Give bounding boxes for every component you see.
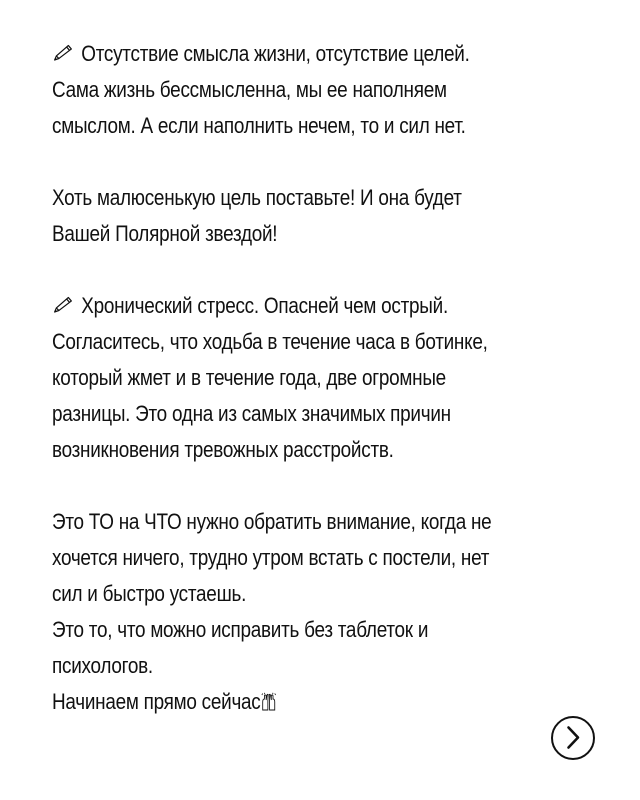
paragraph-1-line-1: Отсутствие смысла жизни, отсутствие целей. xyxy=(52,36,534,72)
paragraph-1-line-3: смыслом. А если наполнить нечем, то и сил нет. xyxy=(52,113,466,138)
paragraph-4-line-1: Это ТО на ЧТО нужно обратить внимание, когда не xyxy=(52,509,492,534)
paragraph-3-line-1: Хронический стресс. Опасней чем острый. xyxy=(52,288,534,324)
pencil-icon xyxy=(52,43,74,63)
paragraph-spacer xyxy=(52,144,534,180)
paragraph-3-line-4: разницы. Это одна из самых значимых причин xyxy=(52,401,451,426)
paragraph-2-line-2: Вашей Полярной звездой! xyxy=(52,221,278,246)
paragraph-4-line-5: психологов. xyxy=(52,653,153,678)
paragraph-4-line-3: сил и быстро устаешь. xyxy=(52,581,247,606)
paragraph-4-line-4: Это то, что можно исправить без таблеток и xyxy=(52,617,429,642)
paragraph-3-line-5: возникновения тревожных расстройств. xyxy=(52,437,394,462)
paragraph-2-line-1: Хоть малюсенькую цель поставьте! И она будет xyxy=(52,185,462,210)
post-body xyxy=(52,36,534,720)
chevron-right-icon xyxy=(553,718,592,757)
next-slide-button[interactable] xyxy=(551,716,595,760)
paragraph-3-line-2: Согласитесь, что ходьба в течение часа в ботинке, xyxy=(52,329,488,354)
paragraph-1-line-2: Сама жизнь бессмысленна, мы ее наполняем xyxy=(52,77,447,102)
pencil-icon xyxy=(52,295,74,315)
paragraph-spacer xyxy=(52,252,534,288)
paragraph-3-line-3: который жмет и в течение года, две огромные xyxy=(52,365,446,390)
paragraph-spacer xyxy=(52,468,534,504)
paragraph-4-line-2: хочется ничего, трудно утром встать с постели, нет xyxy=(52,545,490,570)
paragraph-4-line-6: Начинаем прямо сейчас xyxy=(52,684,534,720)
raised-hands-icon xyxy=(261,692,278,712)
